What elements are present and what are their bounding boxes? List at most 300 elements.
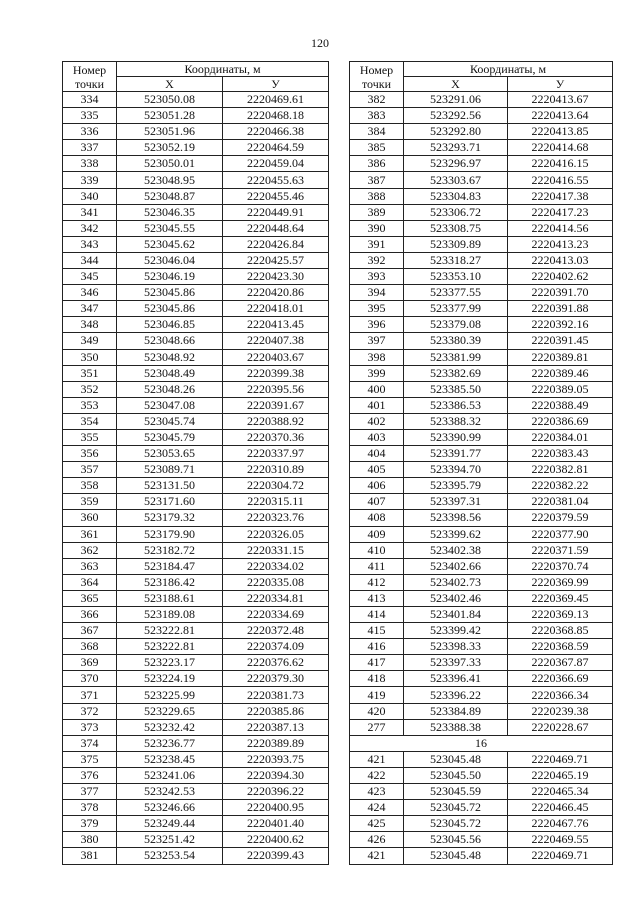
point-number-cell: 353 [63,397,117,413]
x-coordinate-cell: 523308.75 [404,220,508,236]
x-coordinate-cell: 523399.42 [404,623,508,639]
x-coordinate-cell: 523397.31 [404,494,508,510]
table-row [350,220,613,236]
y-coordinate-cell: 2220381.73 [223,687,329,703]
x-coordinate-cell: 523388.38 [404,719,508,735]
table-row [63,172,329,188]
coordinates-table-right [349,61,613,865]
table-row [350,574,613,590]
table-row [63,124,329,140]
table-row [350,333,613,349]
point-number-cell: 371 [63,687,117,703]
point-number-cell: 369 [63,655,117,671]
point-number-cell: 390 [350,220,404,236]
x-coordinate-cell: 523402.73 [404,574,508,590]
y-coordinate-cell: 2220469.55 [508,832,613,848]
point-number-cell: 350 [63,349,117,365]
table-row [63,816,329,832]
y-coordinate-cell: 2220370.74 [508,558,613,574]
table-row [63,767,329,783]
y-coordinate-cell: 2220401.40 [223,816,329,832]
table-row [350,285,613,301]
point-number-header-line1: Номер [72,62,107,77]
y-coordinate-cell: 2220228.67 [508,719,613,735]
y-coordinate-cell: 2220388.92 [223,413,329,429]
point-number-cell: 383 [350,108,404,124]
point-number-cell: 417 [350,655,404,671]
table-row [63,639,329,655]
point-number-cell: 352 [63,381,117,397]
point-number-cell: 341 [63,204,117,220]
point-number-cell: 385 [350,140,404,156]
x-coordinate-cell: 523171.60 [117,494,223,510]
y-coordinate-cell: 2220466.38 [223,124,329,140]
y-coordinate-cell: 2220374.09 [223,639,329,655]
point-number-cell: 367 [63,623,117,639]
x-coordinate-cell: 523052.19 [117,140,223,156]
x-coordinate-cell: 523398.33 [404,639,508,655]
table-row [350,413,613,429]
point-number-cell: 424 [350,800,404,816]
x-coordinate-cell: 523223.17 [117,655,223,671]
y-coordinate-cell: 2220425.57 [223,252,329,268]
table-row [63,397,329,413]
table-row [63,478,329,494]
table-row [63,462,329,478]
y-coordinate-cell: 2220391.45 [508,333,613,349]
table-row [350,542,613,558]
table-row [63,269,329,285]
x-coordinate-cell: 523303.67 [404,172,508,188]
point-number-cell: 411 [350,558,404,574]
y-coordinate-cell: 2220464.59 [223,140,329,156]
table-row [63,607,329,623]
y-coordinate-cell: 2220383.43 [508,446,613,462]
x-coordinate-cell: 523225.99 [117,687,223,703]
x-coordinate-cell: 523222.81 [117,623,223,639]
y-coordinate-cell: 2220400.62 [223,832,329,848]
x-coordinate-cell: 523292.56 [404,108,508,124]
point-number-cell: 335 [63,108,117,124]
table-row [350,687,613,703]
point-number-cell: 363 [63,558,117,574]
table-row [350,381,613,397]
x-coordinate-cell: 523232.42 [117,719,223,735]
x-coordinate-cell: 523179.90 [117,526,223,542]
table-row [63,735,329,751]
table-row [63,558,329,574]
y-coordinate-cell: 2220323.76 [223,510,329,526]
x-coordinate-cell: 523318.27 [404,252,508,268]
point-number-cell: 422 [350,767,404,783]
x-coordinate-cell: 523051.28 [117,108,223,124]
point-number-cell: 336 [63,124,117,140]
point-number-cell: 396 [350,317,404,333]
point-number-cell: 359 [63,494,117,510]
point-number-cell: 403 [350,429,404,445]
table-row [350,590,613,606]
point-number-cell: 372 [63,703,117,719]
x-coordinate-cell: 523379.08 [404,317,508,333]
table-row [350,494,613,510]
x-coordinate-cell: 523377.55 [404,285,508,301]
table-row [63,719,329,735]
x-coordinate-cell: 523048.49 [117,365,223,381]
right-table-body-2 [350,751,613,864]
y-coordinate-cell: 2220366.69 [508,671,613,687]
table-row [63,301,329,317]
point-number-cell: 404 [350,446,404,462]
x-coordinate-cell: 523386.53 [404,397,508,413]
table-row [350,703,613,719]
table-row [63,156,329,172]
point-number-cell: 415 [350,623,404,639]
x-coordinate-cell: 523045.48 [404,848,508,864]
x-coordinate-cell: 523184.47 [117,558,223,574]
y-coordinate-cell: 2220386.69 [508,413,613,429]
y-coordinate-cell: 2220468.18 [223,108,329,124]
y-coordinate-cell: 2220396.22 [223,784,329,800]
point-number-cell: 418 [350,671,404,687]
point-number-cell: 374 [63,735,117,751]
x-coordinate-cell: 523045.55 [117,220,223,236]
table-row [350,526,613,542]
point-number-cell: 375 [63,751,117,767]
x-coordinate-cell: 523048.66 [117,333,223,349]
y-coordinate-cell: 2220368.85 [508,623,613,639]
y-coordinate-cell: 2220382.22 [508,478,613,494]
y-coordinate-cell: 2220391.88 [508,301,613,317]
coordinates-table-left [62,61,329,865]
y-coordinate-cell: 2220465.34 [508,784,613,800]
x-coordinate-cell: 523402.38 [404,542,508,558]
x-coordinate-cell: 523246.66 [117,800,223,816]
table-row [63,542,329,558]
x-coordinate-cell: 523241.06 [117,767,223,783]
table-row [350,446,613,462]
y-coordinate-cell: 2220370.36 [223,429,329,445]
table-row [63,590,329,606]
y-column-header: У [508,77,613,92]
point-number-cell: 357 [63,462,117,478]
table-row [63,108,329,124]
y-coordinate-cell: 2220393.75 [223,751,329,767]
table-row [350,639,613,655]
y-coordinate-cell: 2220469.61 [223,92,329,108]
table-row [63,687,329,703]
point-number-cell: 400 [350,381,404,397]
point-number-cell: 361 [63,526,117,542]
point-number-cell: 338 [63,156,117,172]
y-coordinate-cell: 2220334.02 [223,558,329,574]
y-coordinate-cell: 2220455.46 [223,188,329,204]
x-coordinate-cell: 523238.45 [117,751,223,767]
point-number-cell: 354 [63,413,117,429]
table-row [350,607,613,623]
x-coordinate-cell: 523182.72 [117,542,223,558]
point-number-header-line1: Номер [359,62,394,77]
point-number-cell: 387 [350,172,404,188]
x-coordinate-cell: 523053.65 [117,446,223,462]
table-row [63,413,329,429]
table-row [63,671,329,687]
x-coordinate-cell: 523397.33 [404,655,508,671]
x-coordinate-cell: 523384.89 [404,703,508,719]
y-coordinate-cell: 2220391.67 [223,397,329,413]
point-number-cell: 366 [63,607,117,623]
x-coordinate-cell: 523401.84 [404,607,508,623]
section-label: 16 [350,735,613,751]
table-row [63,333,329,349]
point-number-cell: 392 [350,252,404,268]
y-coordinate-cell: 2220315.11 [223,494,329,510]
table-row [350,108,613,124]
x-coordinate-cell: 523045.72 [404,816,508,832]
point-number-cell: 343 [63,236,117,252]
table-row [63,848,329,864]
y-coordinate-cell: 2220381.04 [508,494,613,510]
point-number-cell: 349 [63,333,117,349]
y-coordinate-cell: 2220335.08 [223,574,329,590]
table-row [350,655,613,671]
table-row [350,784,613,800]
point-number-cell: 378 [63,800,117,816]
y-coordinate-cell: 2220376.62 [223,655,329,671]
table-row [63,220,329,236]
point-number-cell: 277 [350,719,404,735]
y-coordinate-cell: 2220326.05 [223,526,329,542]
table-row [350,510,613,526]
point-number-header-line2: точки [74,76,105,91]
table-row [350,236,613,252]
y-coordinate-cell: 2220331.15 [223,542,329,558]
x-coordinate-cell: 523380.39 [404,333,508,349]
table-row [63,784,329,800]
point-number-cell: 398 [350,349,404,365]
y-coordinate-cell: 2220416.55 [508,172,613,188]
x-coordinate-cell: 523048.92 [117,349,223,365]
point-number-cell: 397 [350,333,404,349]
point-number-cell: 421 [350,751,404,767]
x-coordinate-cell: 523381.99 [404,349,508,365]
x-coordinate-cell: 523046.04 [117,252,223,268]
table-row [350,269,613,285]
y-coordinate-cell: 2220455.63 [223,172,329,188]
x-coordinate-cell: 523251.42 [117,832,223,848]
table-row [63,446,329,462]
x-coordinate-cell: 523089.71 [117,462,223,478]
page-number: 120 [311,36,329,50]
point-number-cell: 340 [63,188,117,204]
y-coordinate-cell: 2220368.59 [508,639,613,655]
y-coordinate-cell: 2220369.99 [508,574,613,590]
table-row [63,429,329,445]
right-table-section-label [350,735,613,751]
x-column-header: X [404,77,508,92]
x-coordinate-cell: 523048.87 [117,188,223,204]
point-number-cell: 345 [63,269,117,285]
point-number-cell: 381 [63,848,117,864]
x-column-header: X [117,77,223,92]
y-coordinate-cell: 2220413.67 [508,92,613,108]
x-coordinate-cell: 523045.86 [117,285,223,301]
x-coordinate-cell: 523222.81 [117,639,223,655]
point-number-cell: 334 [63,92,117,108]
point-number-cell: 421 [350,848,404,864]
y-coordinate-cell: 2220418.01 [223,301,329,317]
y-coordinate-cell: 2220469.71 [508,751,613,767]
point-number-cell: 426 [350,832,404,848]
point-number-cell: 356 [63,446,117,462]
y-coordinate-cell: 2220423.30 [223,269,329,285]
point-number-cell: 342 [63,220,117,236]
table-row [350,204,613,220]
table-row [63,252,329,268]
point-number-cell: 339 [63,172,117,188]
point-number-cell: 344 [63,252,117,268]
x-coordinate-cell: 523047.08 [117,397,223,413]
table-row [350,349,613,365]
y-coordinate-cell: 2220391.70 [508,285,613,301]
point-number-cell: 388 [350,188,404,204]
x-coordinate-cell: 523291.06 [404,92,508,108]
point-number-cell: 425 [350,816,404,832]
x-coordinate-cell: 523131.50 [117,478,223,494]
y-coordinate-cell: 2220426.84 [223,236,329,252]
point-number-cell: 395 [350,301,404,317]
table-row [63,381,329,397]
y-coordinate-cell: 2220449.91 [223,204,329,220]
y-coordinate-cell: 2220403.67 [223,349,329,365]
x-coordinate-cell: 523046.35 [117,204,223,220]
y-coordinate-cell: 2220413.23 [508,236,613,252]
y-coordinate-cell: 2220413.64 [508,108,613,124]
y-coordinate-cell: 2220239.38 [508,703,613,719]
table-row [63,655,329,671]
point-number-cell: 379 [63,816,117,832]
table-row [350,124,613,140]
x-coordinate-cell: 523186.42 [117,574,223,590]
table-row [63,574,329,590]
table-row [350,832,613,848]
table-row [63,140,329,156]
table-row [350,252,613,268]
point-number-header-line2: точки [361,76,392,91]
x-coordinate-cell: 523377.99 [404,301,508,317]
point-number-cell: 347 [63,301,117,317]
y-coordinate-cell: 2220384.01 [508,429,613,445]
table-row [63,365,329,381]
y-coordinate-cell: 2220413.03 [508,252,613,268]
point-number-cell: 393 [350,269,404,285]
table-row [63,751,329,767]
point-number-header [350,62,404,92]
y-coordinate-cell: 2220337.97 [223,446,329,462]
point-number-cell: 394 [350,285,404,301]
table-row [350,848,613,864]
x-coordinate-cell: 523045.79 [117,429,223,445]
x-coordinate-cell: 523048.95 [117,172,223,188]
point-number-cell: 386 [350,156,404,172]
x-coordinate-cell: 523402.66 [404,558,508,574]
x-coordinate-cell: 523045.74 [117,413,223,429]
point-number-cell: 401 [350,397,404,413]
point-number-cell: 406 [350,478,404,494]
y-coordinate-cell: 2220334.69 [223,607,329,623]
y-coordinate-cell: 2220399.38 [223,365,329,381]
table-row [350,623,613,639]
y-column-header: У [223,77,329,92]
y-coordinate-cell: 2220448.64 [223,220,329,236]
table-row [63,703,329,719]
y-coordinate-cell: 2220367.87 [508,655,613,671]
x-coordinate-cell: 523045.48 [404,751,508,767]
x-coordinate-cell: 523045.59 [404,784,508,800]
point-number-cell: 370 [63,671,117,687]
table-row [350,558,613,574]
x-coordinate-cell: 523045.62 [117,236,223,252]
x-coordinate-cell: 523048.26 [117,381,223,397]
point-number-cell: 364 [63,574,117,590]
point-number-cell: 410 [350,542,404,558]
y-coordinate-cell: 2220387.13 [223,719,329,735]
y-coordinate-cell: 2220467.76 [508,816,613,832]
table-row [63,832,329,848]
y-coordinate-cell: 2220399.43 [223,848,329,864]
table-row [350,172,613,188]
table-row [63,285,329,301]
x-coordinate-cell: 523045.86 [117,301,223,317]
x-coordinate-cell: 523396.22 [404,687,508,703]
x-coordinate-cell: 523050.08 [117,92,223,108]
x-coordinate-cell: 523046.85 [117,317,223,333]
y-coordinate-cell: 2220389.81 [508,349,613,365]
x-coordinate-cell: 523353.10 [404,269,508,285]
x-coordinate-cell: 523296.97 [404,156,508,172]
y-coordinate-cell: 2220407.38 [223,333,329,349]
point-number-cell: 365 [63,590,117,606]
x-coordinate-cell: 523306.72 [404,204,508,220]
y-coordinate-cell: 2220382.81 [508,462,613,478]
y-coordinate-cell: 2220465.19 [508,767,613,783]
y-coordinate-cell: 2220414.56 [508,220,613,236]
y-coordinate-cell: 2220417.23 [508,204,613,220]
x-coordinate-cell: 523394.70 [404,462,508,478]
point-number-cell: 409 [350,526,404,542]
table-row [63,92,329,108]
y-coordinate-cell: 2220394.30 [223,767,329,783]
y-coordinate-cell: 2220379.30 [223,671,329,687]
x-coordinate-cell: 523309.89 [404,236,508,252]
x-coordinate-cell: 523402.46 [404,590,508,606]
table-row [350,462,613,478]
left-table-body [63,92,329,865]
table-row [63,526,329,542]
table-row [350,767,613,783]
y-coordinate-cell: 2220413.45 [223,317,329,333]
table-row [63,623,329,639]
y-coordinate-cell: 2220379.59 [508,510,613,526]
y-coordinate-cell: 2220371.59 [508,542,613,558]
table-row [350,92,613,108]
table-row [63,204,329,220]
y-coordinate-cell: 2220369.45 [508,590,613,606]
x-coordinate-cell: 523399.62 [404,526,508,542]
table-row [350,301,613,317]
table-row [350,397,613,413]
point-number-cell: 376 [63,767,117,783]
point-number-cell: 380 [63,832,117,848]
